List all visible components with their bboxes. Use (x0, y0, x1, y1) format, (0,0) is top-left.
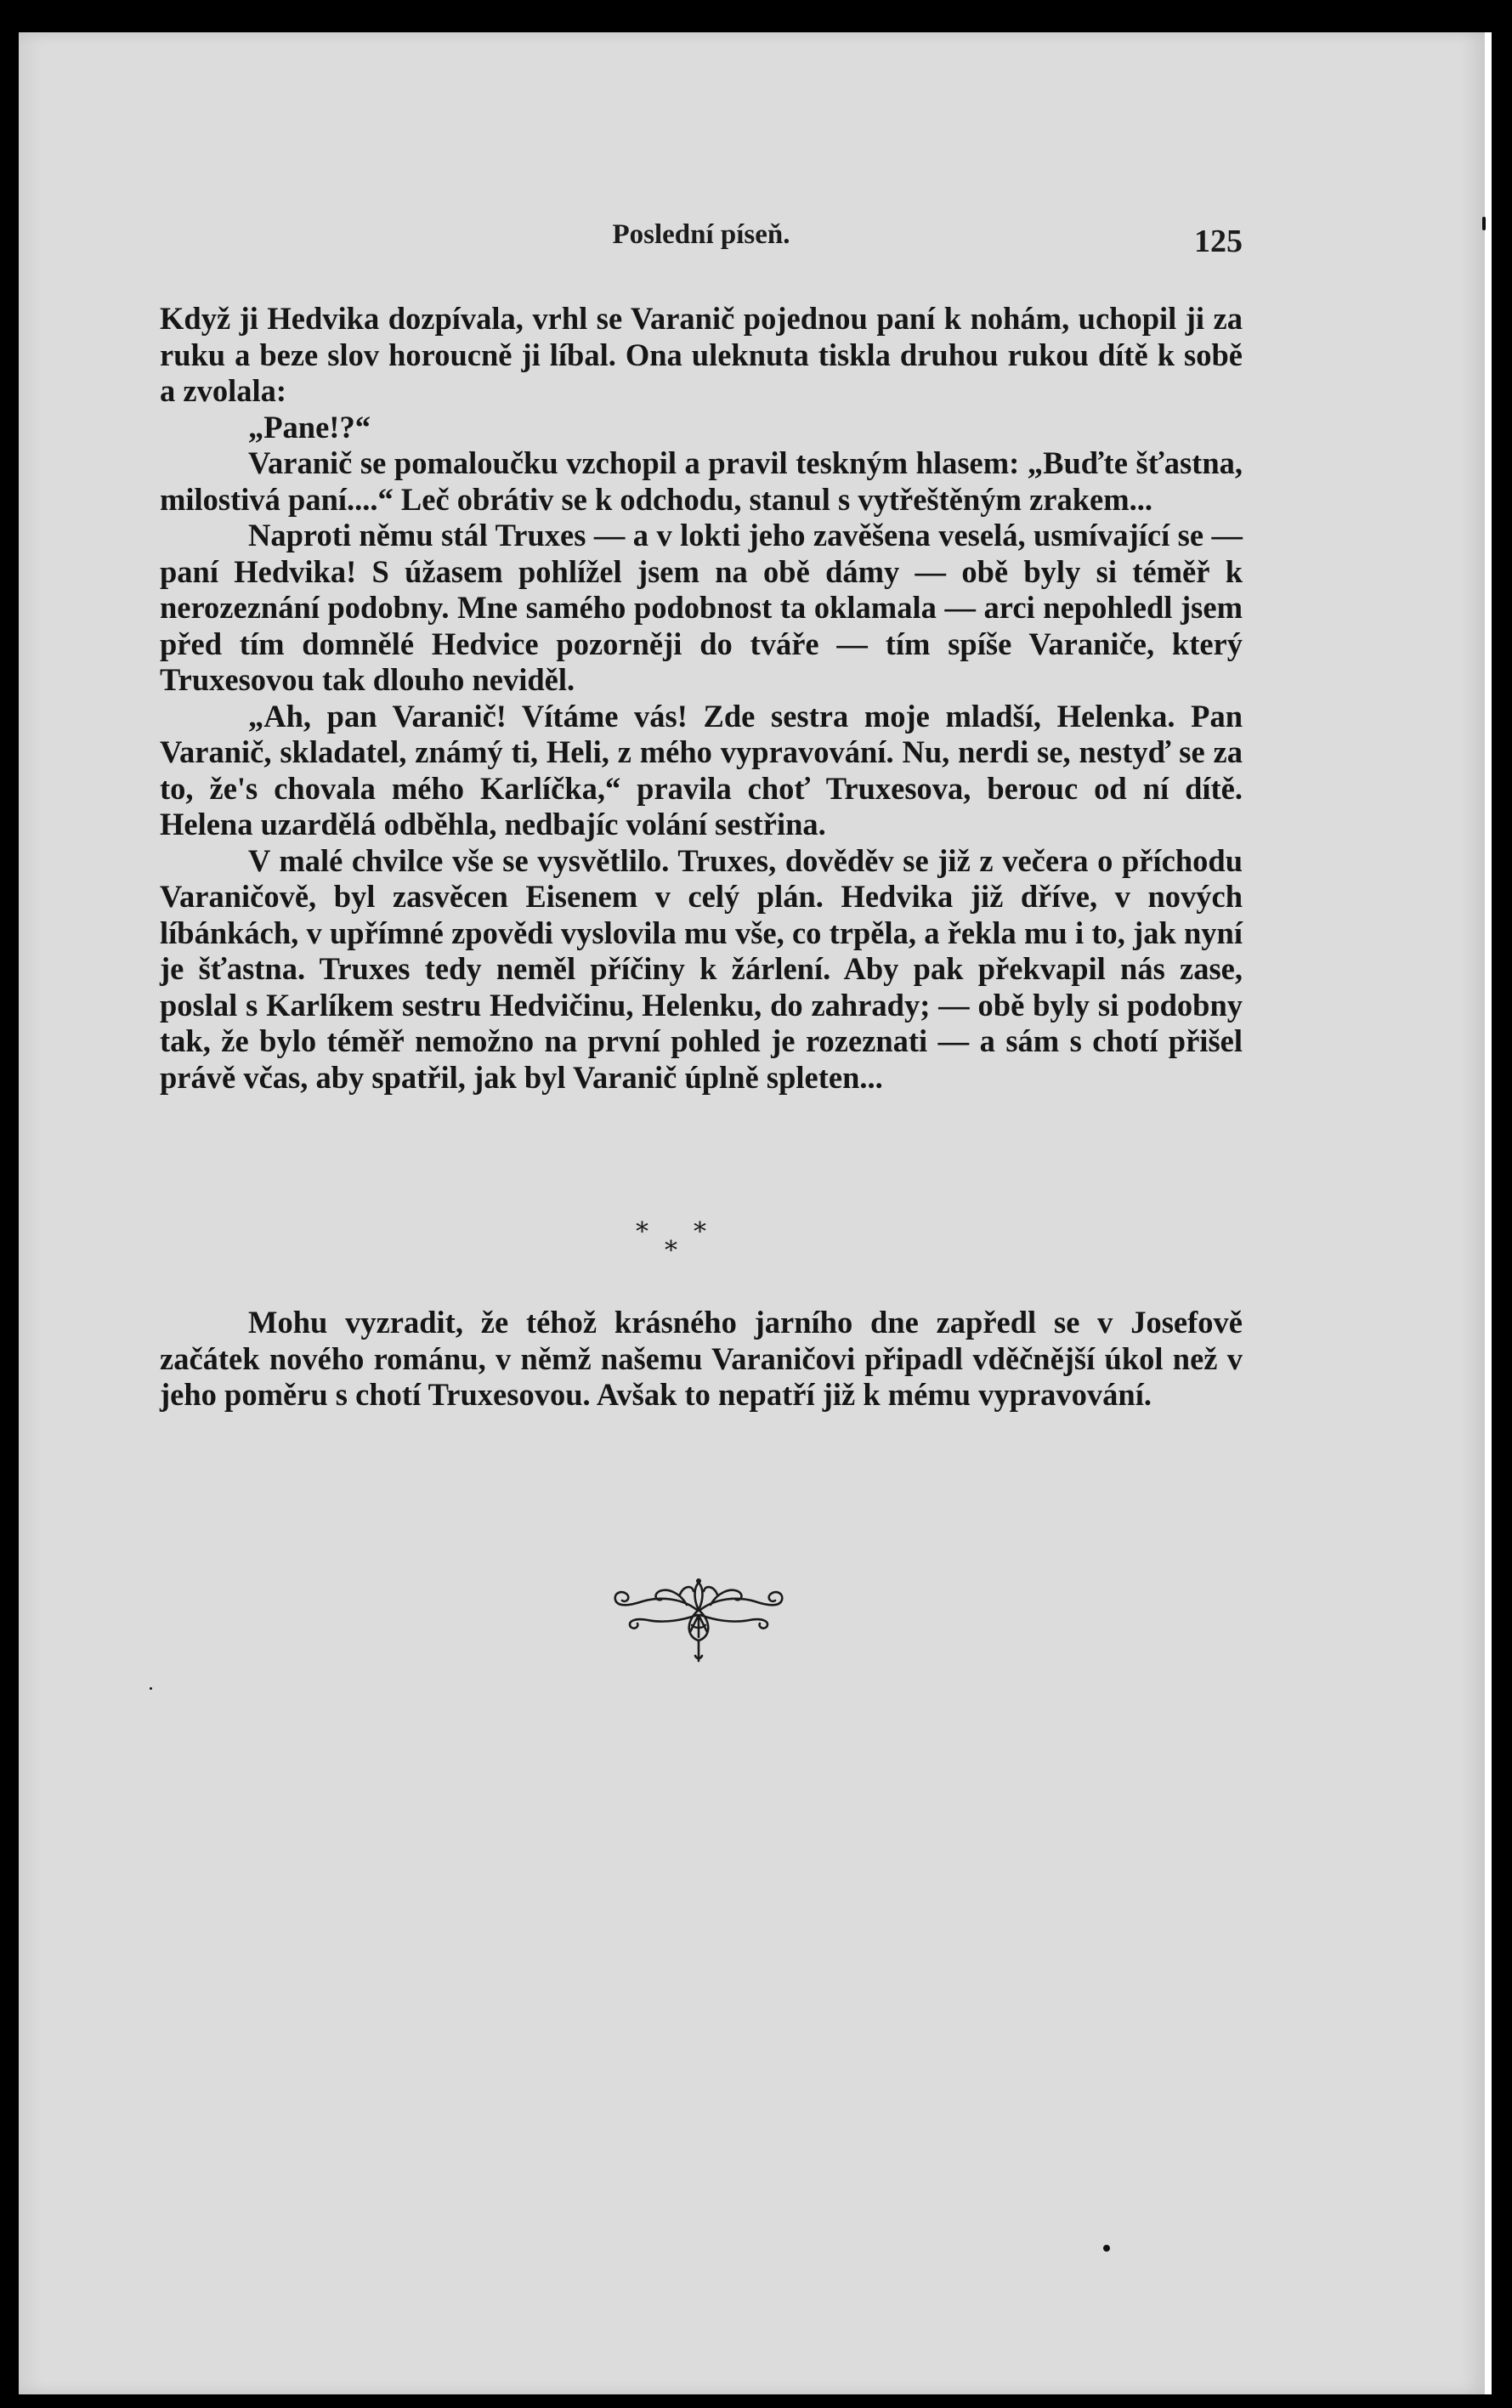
scan-border-left (0, 0, 19, 2408)
paragraph: Varanič se pomaloučku vzchopil a pravil teskným hlasem: „Buďte šťastna, milostivá paní....“ Leč obrátiv se k odchodu, stanul s vytřeštěným zrakem... (160, 445, 1243, 517)
main-text (160, 301, 1243, 1096)
print-speck (1103, 2245, 1110, 2252)
print-speck (1482, 217, 1486, 230)
paragraph: Naproti němu stál Truxes — a v lokti jeho zavěšena veselá, usmívající se — paní Hedvika! S úžasem pohlížel jsem na obě dámy — obě byly si téměř k nerozeznání podobny. Mne samého podobnost ta oklamala — arci nepohledl jsem před tím domnělé Hedvice pozorněji do tváře — tím spíše Varaniče, který Truxesovou tak dlouho neviděl. (160, 518, 1243, 697)
running-header (160, 219, 1243, 262)
scan-border-top (0, 0, 1512, 32)
asterism-star: * (636, 1217, 648, 1247)
paragraph: „Ah, pan Varanič! Vítáme vás! Zde sestra moje mladší, Helenka. Pan Varanič, skladatel, známý ti, Heli, z mého vypravování. Nu, nerdi se, nestyď se za to, že's chovala mého Karlíčka,“ pravila choť Truxesova, berouc od ní dítě. Helena uzardělá odběhla, nedbajíc volání sestřina. (160, 698, 1243, 841)
asterism-star: * (694, 1217, 706, 1247)
scan-border-bottom (0, 2394, 1512, 2408)
closing-text (160, 1305, 1243, 1414)
print-speck (150, 1687, 152, 1690)
asterism (595, 1217, 765, 1268)
scan-border-right (1492, 0, 1512, 2408)
paragraph: V malé chvilce vše se vysvětlilo. Truxes, dověděv se již z večera o příchodu Varaničově, byl zasvěcen Eisenem v celý plán. Hedvika již dříve, v nových líbánkách, v upřímné zpovědi vyslovila mu vše, co trpěla, a řekla mu i to, jak nyní je šťastna. Truxes tedy neměl příčiny k žárlení. Aby pak překvapil nás zase, poslal s Karlíkem sestru Hedvičinu, Helenku, do zahrady; — obě byly si podobny tak, že bylo téměř nemožno na první pohled je rozeznati — a sám s chotí přišel právě včas, aby spatřil, jak byl Varanič úplně spleten... (160, 842, 1243, 1095)
paragraph: „Pane!?“ (248, 409, 371, 445)
running-title: Poslední píseň. (612, 219, 790, 250)
ornament-vignette (609, 1572, 789, 1668)
paragraph: Když ji Hedvika dozpívala, vrhl se Varanič pojednou paní k nohám, uchopil ji za ruku a beze slov horoucně ji líbal. Ona uleknuta tiskla druhou rukou dítě k sobě a zvolala: (160, 301, 1243, 408)
asterism-star: * (665, 1236, 677, 1266)
page-number: 125 (1194, 224, 1243, 259)
closing-paragraph: Mohu vyzradit, že téhož krásného jarního dne zapředl se v Josefově začátek nového románu, v němž našemu Varaničovi připadl vděčnější úkol než v jeho poměru s chotí Truxesovou. Avšak to nepatří již k mému vypravování. (160, 1305, 1243, 1412)
